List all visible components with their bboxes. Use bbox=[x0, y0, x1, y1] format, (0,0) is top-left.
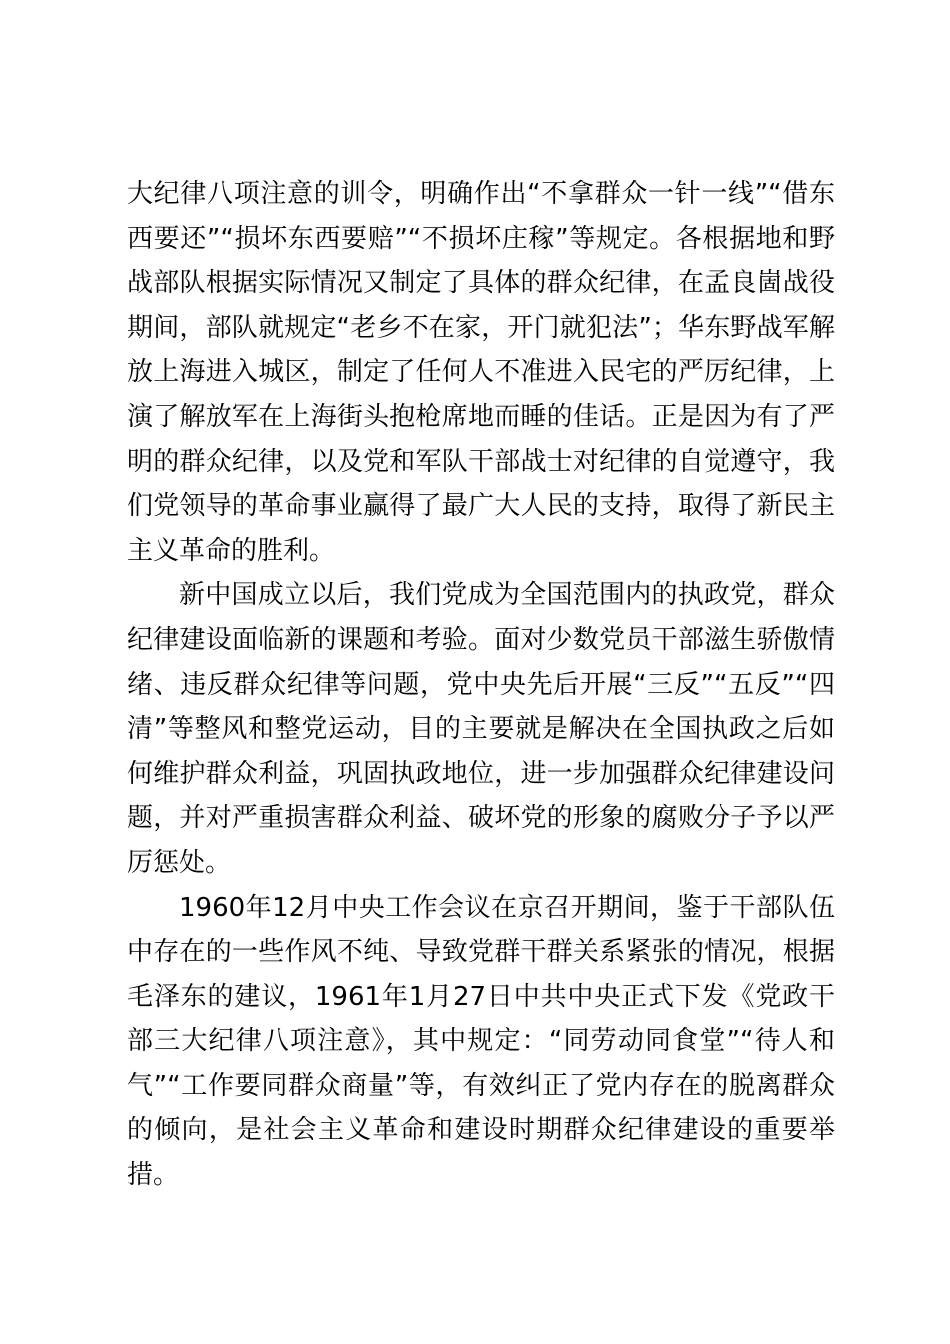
body-text bbox=[127, 172, 835, 1198]
paragraph-1: 大纪律八项注意的训令，明确作出“不拿群众一针一线”“借东西要还”“损坏东西要赔”“不损坏庄稼”等规定。各根据地和野战部队根据实际情况又制定了具体的群众纪律，在孟良崮战役期间，部队就规定“老乡不在家，开门就犯法”；华东野战军解放上海进入城区，制定了任何人不准进入民宅的严厉纪律，上演了解放军在上海街头抱枪席地而睡的佳话。正是因为有了严明的群众纪律，以及党和军队干部战士对纪律的自觉遵守，我们党领导的革命事业赢得了最广大人民的支持，取得了新民主主义革命的胜利。 bbox=[127, 179, 835, 566]
paragraph-3: 1960年12月中央工作会议在京召开期间，鉴于干部队伍中存在的一些作风不纯、导致党群干群关系紧张的情况，根据毛泽东的建议，1961年1月27日中共中央正式下发《党政干部三大纪律八项注意》，其中规定：“同劳动同食堂”“待人和气”“工作要同群众商量”等，有效纠正了党内存在的脱离群众的倾向，是社会主义革命和建设时期群众纪律建设的重要举措。 bbox=[127, 892, 835, 1191]
paragraph-2: 新中国成立以后，我们党成为全国范围内的执政党，群众纪律建设面临新的课题和考验。面对少数党员干部滋生骄傲情绪、违反群众纪律等问题，党中央先后开展“三反”“五反”“四清”等整风和整党运动，目的主要就是解决在全国执政之后如何维护群众利益，巩固执政地位，进一步加强群众纪律建设问题，并对严重损害群众利益、破坏党的形象的腐败分子予以严厉惩处。 bbox=[127, 580, 835, 878]
